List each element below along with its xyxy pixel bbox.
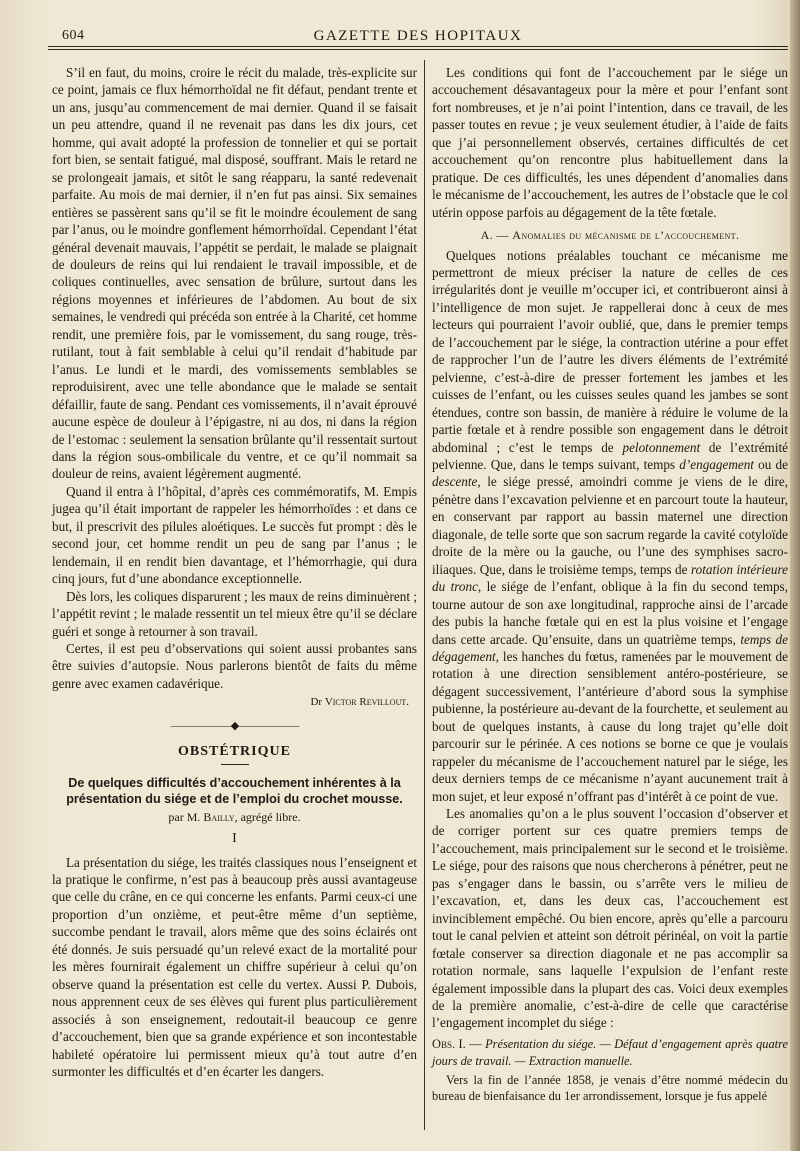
- signature: [52, 694, 409, 711]
- byline: [52, 809, 417, 826]
- signature-prefix: Dr: [310, 696, 323, 709]
- section-rule: [221, 764, 249, 765]
- part-number: I: [232, 831, 237, 847]
- italic-term: d’engagement: [679, 456, 754, 472]
- italic-term: pelotonnement: [622, 439, 701, 455]
- italic-term: rotation intérieure du tronc: [432, 561, 788, 595]
- paragraph: [432, 247, 788, 806]
- paragraph: S’il en faut, du moins, croire le récit du malade, très-explicite sur ce point, jamais ce flux hémorrhoïdal ne fit défaut, pendant trente et un ans, jusqu’au commencement de mai dernier. Quand il se faisait un peu attendre, quand il ne revenait pas dans les dix jours, cet homme, qui avait adopté la profession de tonnelier et qui se portait fort bien, se sentait fatigué, mal disposé, souffrant. Mais le retard ne se prolongeait jamais, et sitôt le sang réapparu, la santé redevenait parfaite. Au mois de mai dernier, il n’en fut pas ainsi. Six semaines entières se passèrent sans qu’il se fit le moindre écoulement de sang par l’anus, ou le moindre gonflement hémorrhoïdal. Cependant l’état général devenait mauvais, l’appétit se perdait, le malade se plaignait de douleurs de reins qui lui rendaient le travail impossible, et de coliques continuelles, avec sensation de brûlure, surtout dans les régions moyennes et inférieures de l’abdomen. Au bout de six semaines, le vendredi qui précéda son entrée à la Charité, cet homme rendit, une première fois, par le vomissement, du sang rouge, très-rutilant, tout à fait semblable à celui qu’il rendait d’habitude par l’anus. Le lundi et le mardi, des vomissements semblables se reproduisirent, avec une telle abondance que le malade se sentait défaillir, faute de sang. Pendant ces vomissements, il n’avait éprouvé aucune espèce de douleur à l’épigastre, ni au dos, ni dans la région de l’estomac : seulement la sensation brûlante qu’il ressentait surtout dans la région sous-ombilicale du ventre, et ce qu’il nommait sa douleur de reins, avaient légèrement augmenté.: [52, 65, 417, 482]
- left-column: [52, 64, 417, 1080]
- page-header: [48, 22, 788, 42]
- paragraph: Dès lors, les coliques disparurent ; les maux de reins diminuèrent ; l’appétit revint ; le malade ressentit un tel mieux être qu’il se déclare guéri et songe à retourner à son travail.: [52, 588, 417, 639]
- page-edge: [790, 0, 800, 1151]
- subsection-heading: [432, 227, 788, 244]
- subsection-title: Anomalies du mécanisme de l’accouchement.: [512, 228, 740, 243]
- page-number: 604: [62, 28, 85, 43]
- text-run: , les hanches du fœtus, ramenées par le mouvement de rotation à une direction sensiblement antéro-postérieure, se dégagent successivement, l’antérieure d’abord sous la symphise pubienne, la postérieure au-devant de la fourchette, et seulement au bout de quelques instants, à cause du long trajet qu’elle doit parcourir sur le périnée. A ces notions se borne ce que je voulais rappeler du mécanisme de l’accouchement naturel par le siége, les deux derniers temps de ce mécanisme n’ayant aucunement trait à mon sujet, et leur exposé n’offrant pas d’intérêt à ce point de vue.: [432, 648, 788, 804]
- section-heading: OBSTÉTRIQUE: [178, 744, 291, 760]
- text-run: , le siége pressé, amoindri comme je viens de le dire, pénètre dans l’excavation pelvienne et en parcourt toute la hauteur, en conservant par rapport au bassin maternel une direction diagonale, de telle sorte que son sacrum regarde la cavité cotyloïde droite de la mère ou la gauche, ou l’une des symphises sacro-iliaques. Que, dans le troisième temps, temps de: [432, 474, 788, 577]
- paragraph: Quand il entra à l’hôpital, d’après ces commémoratifs, M. Empis jugea qu’il était important de rappeler les hémorrhoïdes : et dans ce but, il prescrivit des pilules aloétiques. Le succès fut prompt : dès le second jour, cet homme rendit un peu de sang par l’anus ; le lendemain, il en rendit bien davantage, et l’hémorrhagie, qui dura cinq jours, fut d’une abondance exceptionnelle.: [52, 483, 417, 587]
- italic-term: temps de dégagement: [432, 631, 788, 664]
- text-run: , le siége de l’enfant, oblique à la fin du second temps, tourne autour de son axe longitudinal, rapproche ainsi de l’arcade des pubis la hanche fœtale qui en est la plus voisine et l’engage dans cette arcade. Qu’ensuite, dans un quatrième temps,: [432, 579, 788, 647]
- paragraph: Certes, il est peu d’observations qui soient aussi probantes sans être suivies d’autopsie. Nous parlerons bientôt de faits du même genre avec examen cadavérique.: [52, 640, 417, 691]
- observation-heading: [432, 1036, 788, 1070]
- text-run: Quelques notions préalables touchant ce mécanisme me permettront de mieux préciser la nature de celles de ces irrégularités dont je veuille m’occuper ici, et contribueront ainsi à l’intelligence de mon sujet. Je rappellerai donc à ceux de mes lecteurs qui pourraient l’avoir oublié, que, dans le premier temps de l’accouchement par le siége, la contraction utérine a pour effet de rapprocher l’un de l’autre les divers éléments de l’extrémité pelvienne, c’est-à-dire de presser fortement les jambes et les cuisses de l’enfant, ou les cuisses seules quand les jambes se sont étendues, contre son bassin, de manière à réduire le volume de la partie fœtale et à rendre possible son engagement dans le détroit abdominal ; c’est le temps de: [432, 247, 788, 455]
- column-divider: [424, 60, 425, 1130]
- paragraph: Les anomalies qu’on a le plus souvent l’occasion d’observer et de corriger portent sur ces quatre premiers temps de l’accouchement, mais principalement sur le second et le troisième. Le siége, pour des raisons que nous chercherons à pénétrer, peut ne pas s’engager dans le bassin, ou s’arrête vers le milieu de l’excavation, et, dans les deux cas, l’accouchement est invinciblement empêché. Ou bien encore, après qu’elle a parcouru tout le canal pelvien et atteint son détroit périnéal, on voit la partie fœtale conserver sa direction diagonale et ne pas accomplir sa rotation normale, sans laquelle l’expulsion de l’enfant reste également impossible dans la plupart des cas. Voici deux exemples de la première anomalie, c’est-à-dire de celle que caractérise l’engagement incomplet du siége :: [432, 806, 788, 1031]
- byline-prefix: par M.: [168, 809, 201, 824]
- text-run: ou de: [753, 456, 788, 472]
- article-paragraph: La présentation du siége, les traités classiques nous l’enseignent et la pratique le confirme, n’est pas à beaucoup près aussi avantageuse que celle du crâne, en ce qui concerne les enfants. Parmi ceux-ci une proportion d’un onzième, et peut-être même d’un septième, succombe pendant le travail, alors même que des soins éclairés ont été donnés. Je suis persuadé qu’un relevé exact de la mortalité pour les mères fournirait également un chiffre supérieur à celui qu’on observe quand la présentation est celle du vertex. Aussi P. Dubois, nous apprennent ceux de ses élèves qui furent plus particulièrement associés à son enseignement, redoutait-il beaucoup ce genre d’accouchement, bien que sa grande expérience et son incontestable habileté opératoire lui permissent mieux qu’à tout autre d’en surmonter les difficultés et d’en écarter les dangers.: [52, 854, 417, 1080]
- signature-name: Victor Revillout.: [324, 696, 409, 709]
- paragraph: Vers la fin de l’année 1858, je venais d’être nommé médecin du bureau de bienfaisance du 1er arrondissement, lorsque je fus appelé: [432, 1072, 788, 1104]
- italic-term: descente: [432, 474, 478, 490]
- subsection-label: A. —: [480, 228, 509, 243]
- header-rule-double: [48, 49, 788, 50]
- article-title: De quelques difficultés d’accouchement inhérentes à la présentation du siége et de l’emploi du crochet mousse.: [66, 775, 403, 806]
- paragraph: Les conditions qui font de l’accouchement par le siége un accouchement désavantageux pour la mère et pour l’enfant sont fort nombreuses, et je n’ai point l’intention, dans ce travail, de les passer toutes en revue ; je veux seulement étudier, à l’aide de faits que j’ai personnellement observés, certaines difficultés de cet accouchement qu’on rencontre plus habituellement dans la pratique. De ces difficultés, les unes dépendent d’anomalies dans le mécanisme de l’accouchement, les autres de l’obstacle que le col utérin oppose parfois au dégagement de la tête fœtale.: [432, 65, 788, 220]
- running-head: GAZETTE DES HOPITAUX: [313, 28, 523, 44]
- byline-suffix: , agrégé libre.: [234, 809, 301, 824]
- header-rule: [48, 46, 788, 47]
- text-run: de l’extrémité pelvienne. Que, dans le temps suivant, temps: [432, 439, 788, 472]
- byline-name: Bailly: [203, 809, 235, 824]
- ornamental-divider: ——————◆——————: [170, 719, 299, 732]
- observation-title: Présentation du siége. — Défaut d’engagement après quatre jours de travail. — Extraction manuelle.: [432, 1036, 788, 1068]
- right-column: [432, 64, 788, 1105]
- observation-label: Obs. I. —: [432, 1036, 482, 1051]
